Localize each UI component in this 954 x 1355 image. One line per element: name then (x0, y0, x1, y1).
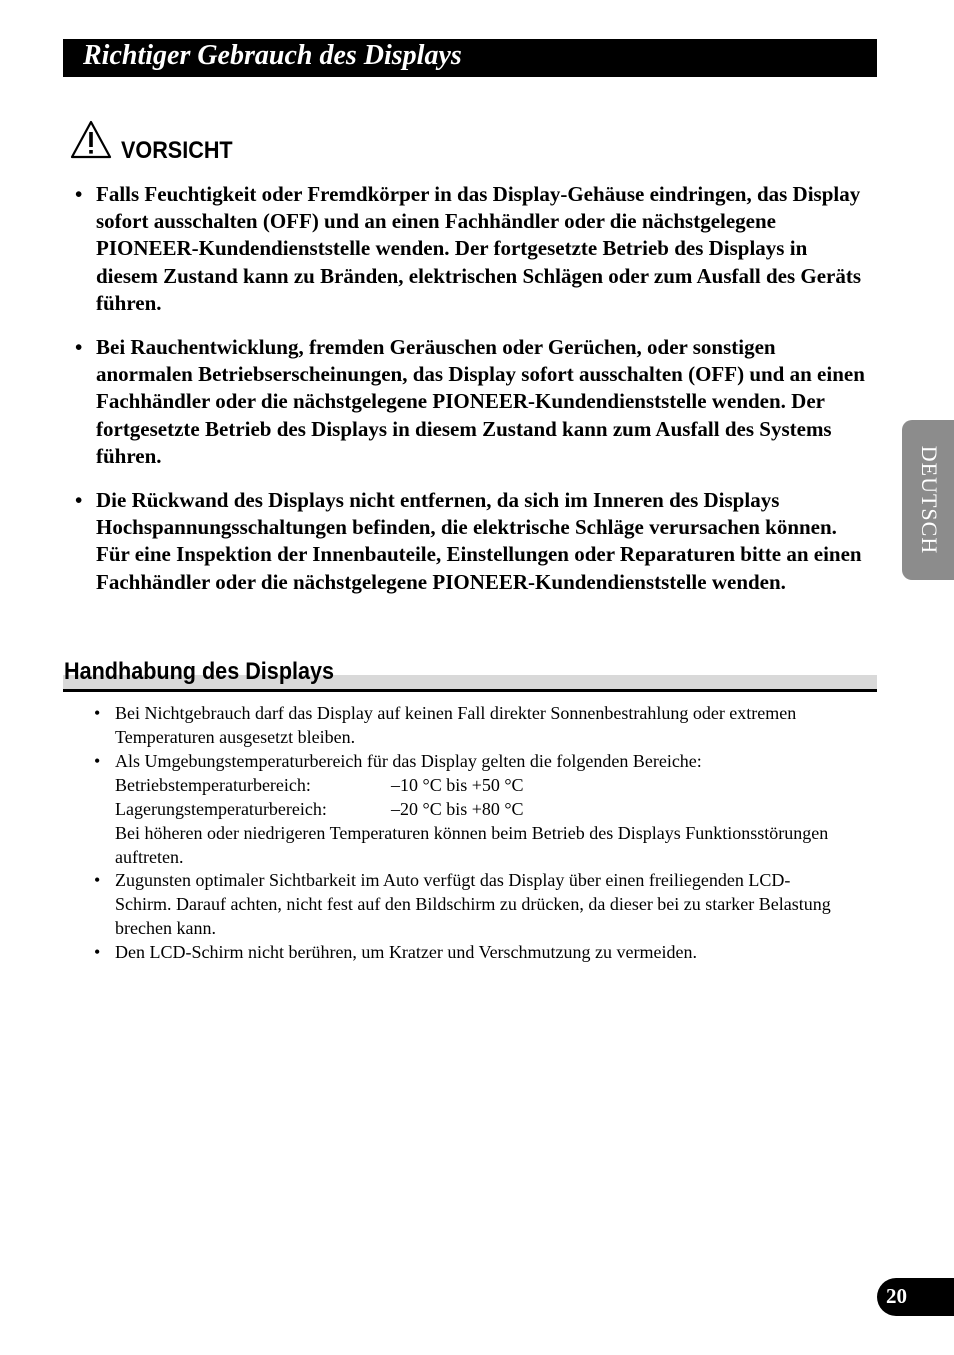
bullet-marker: • (75, 335, 83, 359)
bullet-marker: • (94, 703, 101, 723)
page-number-badge (877, 1278, 954, 1316)
caution-heading: VORSICHT (121, 137, 233, 164)
section-header-bar (63, 39, 877, 77)
note-item: Den LCD-Schirm nicht berühren, um Kratzer und Verschmutzung zu vermeiden. (115, 942, 697, 962)
temperature-label: Lagerungstemperaturbereich: (115, 799, 327, 819)
bullet-marker: • (94, 942, 101, 962)
temperature-row-operating (115, 773, 845, 797)
handling-section-header (63, 657, 877, 693)
temperature-row-storage (115, 797, 845, 821)
warning-triangle-icon (70, 120, 112, 160)
bullet-marker: • (94, 751, 101, 771)
bullet-marker: • (75, 182, 83, 206)
language-tab (902, 420, 954, 580)
note-item: Zugunsten optimaler Sichtbarkeit im Auto verfügt das Display über einen freiliegenden LCD-Schirm. Darauf achten, nicht fest auf den Bildschirm zu drücken, da dieser bei zu starker Belastung brechen kann. (115, 870, 831, 938)
page-number: 20 (886, 1284, 907, 1308)
caution-item: Bei Rauchentwicklung, fremden Geräuschen oder Gerüchen, oder sonstigen anormalen Betriebserscheinungen, das Display sofort ausschalten (OFF) und an einen Fachhändler oder die nächstgelegene PIONEER-Kundendienststelle wenden. Der fortgesetzte Betrieb des Displays in diesem Zustand kann zum Ausfall des Systems führen. (96, 335, 865, 468)
note-item: Bei Nichtgebrauch darf das Display auf keinen Fall direkter Sonnenbestrahlung oder extremen Temperaturen ausgesetzt bleiben. (115, 703, 797, 747)
bullet-marker: • (75, 488, 83, 512)
temperature-value: –20 °C bis +80 °C (391, 799, 524, 819)
caution-item: Falls Feuchtigkeit oder Fremdkörper in das Display-Gehäuse eindringen, das Display sofort ausschalten (OFF) und an einen Fachhändler oder die nächstgelegene PIONEER-Kundendienststelle wenden. Der fortgesetzte Betrieb des Displays in diesem Zustand kann zu Bränden, elektrischen Schlägen oder zum Ausfall des Geräts führen. (96, 182, 862, 315)
page-title: Richtiger Gebrauch des Displays (83, 40, 462, 71)
note-item-temperature (115, 749, 845, 869)
temperature-intro: Als Umgebungstemperaturbereich für das Display gelten die folgenden Bereiche: (115, 751, 702, 771)
bullet-marker: • (94, 870, 101, 890)
heading-rule (63, 689, 877, 692)
temperature-label: Betriebstemperaturbereich: (115, 775, 311, 795)
caution-item: Die Rückwand des Displays nicht entfernen, da sich im Inneren des Displays Hochspannungsschaltungen befinden, die elektrische Schläge verursachen können. Für eine Inspektion der Innenbauteile, Einstellungen oder Reparaturen bitte an einen Fachhändler oder die nächstgelegene PIONEER-Kundendienststelle wenden. (96, 488, 862, 594)
section-title: Handhabung des Displays (64, 658, 335, 685)
temperature-outro: Bei höheren oder niedrigeren Temperaturen können beim Betrieb des Displays Funktionsstörungen auftreten. (115, 823, 829, 867)
language-tab-label: DEUTSCH (917, 445, 942, 555)
temperature-value: –10 °C bis +50 °C (391, 775, 524, 795)
